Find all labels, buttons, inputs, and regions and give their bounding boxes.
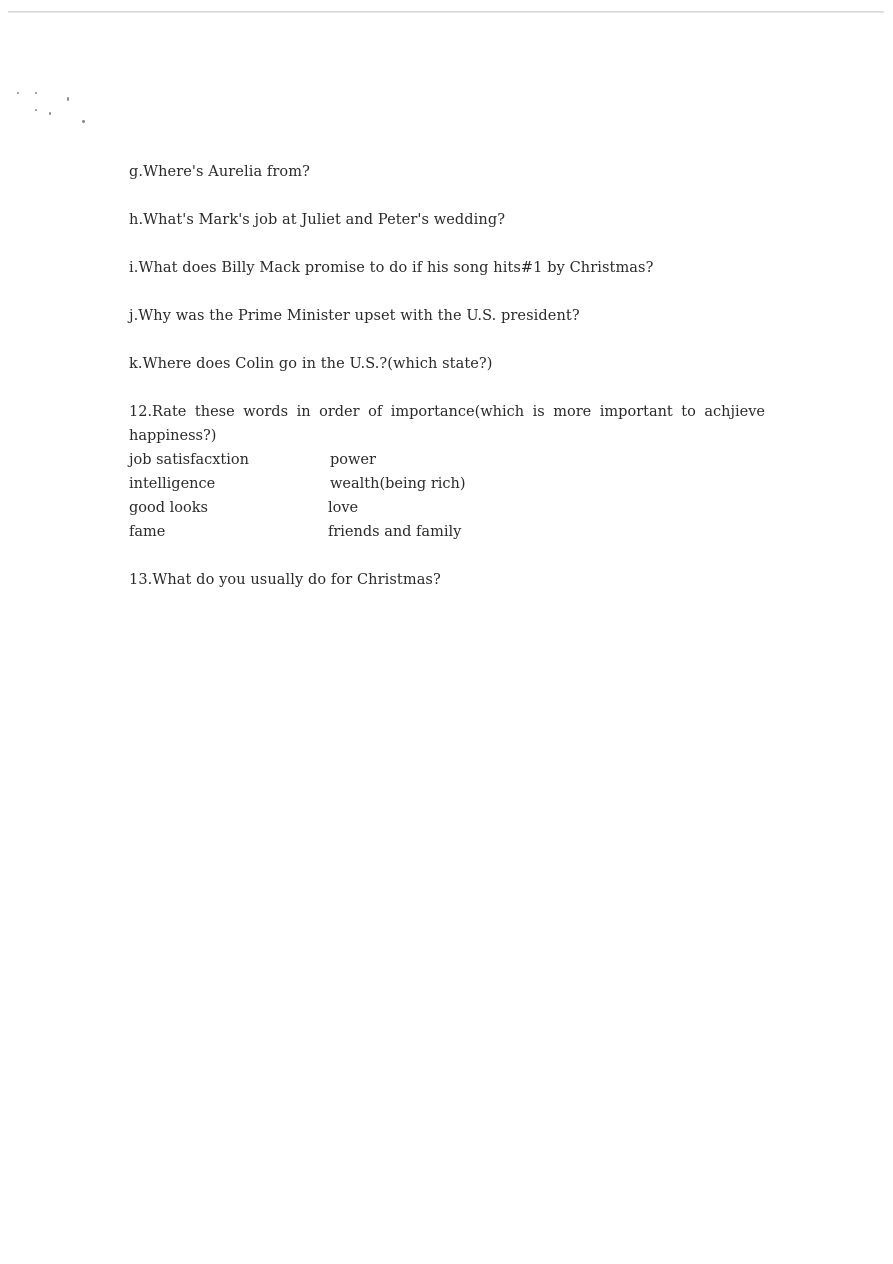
question-g: g.Where's Aurelia from? bbox=[129, 164, 310, 180]
question-j: j.Why was the Prime Minister upset with the U.S. president? bbox=[129, 308, 580, 324]
word-left: fame bbox=[129, 524, 166, 540]
question-h: h.What's Mark's job at Juliet and Peter's wedding? bbox=[129, 212, 506, 228]
question-12: 12.Rate these words in order of importance(which is more important to achjieve happiness?) bbox=[129, 404, 765, 444]
word-left: good looks bbox=[129, 500, 208, 516]
question-13: 13.What do you usually do for Christmas? bbox=[129, 572, 441, 588]
word-left: job satisfacxtion bbox=[129, 452, 249, 468]
question-i: i.What does Billy Mack promise to do if his song hits#1 by Christmas? bbox=[129, 260, 654, 276]
question-k: k.Where does Colin go in the U.S.?(which state?) bbox=[129, 356, 493, 372]
scan-edge bbox=[8, 11, 884, 13]
word-right: wealth(being rich) bbox=[330, 476, 466, 492]
word-right: power bbox=[330, 452, 376, 468]
word-left: intelligence bbox=[129, 476, 216, 492]
word-right: love bbox=[328, 500, 359, 516]
word-right: friends and family bbox=[328, 524, 462, 540]
